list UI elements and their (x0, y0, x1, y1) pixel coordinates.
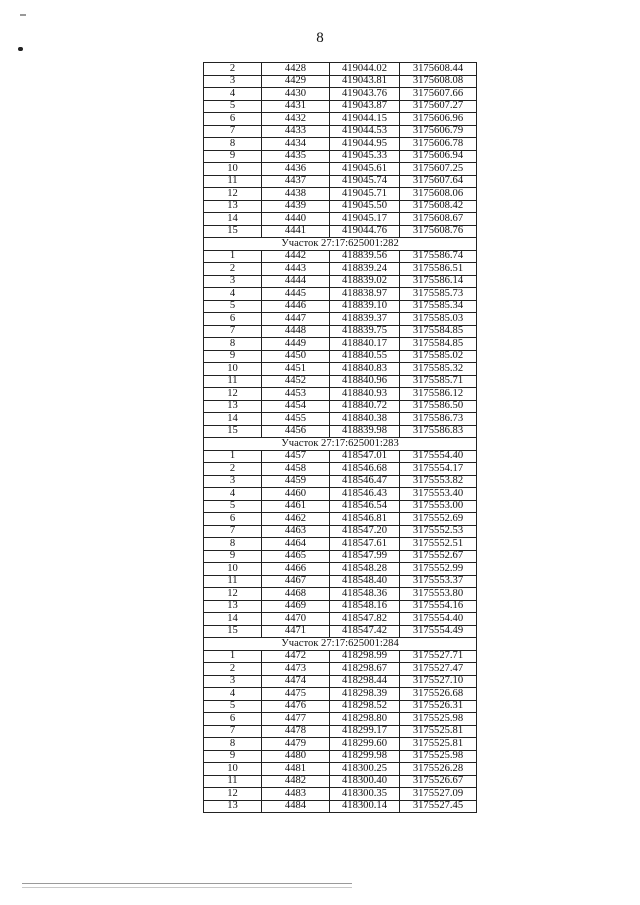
point-number-cell: 4457 (262, 450, 330, 463)
y-coordinate-cell: 3175606.78 (400, 138, 477, 151)
x-coordinate-cell: 418840.38 (330, 413, 400, 426)
y-coordinate-cell: 3175526.31 (400, 700, 477, 713)
y-coordinate-cell: 3175525.98 (400, 713, 477, 726)
table-row (204, 88, 477, 101)
point-number-cell: 4477 (262, 713, 330, 726)
point-index-cell: 12 (204, 788, 262, 801)
x-coordinate-cell: 419043.76 (330, 88, 400, 101)
y-coordinate-cell: 3175525.81 (400, 738, 477, 751)
point-number-cell: 4471 (262, 625, 330, 638)
point-index-cell: 10 (204, 563, 262, 576)
table-row (204, 413, 477, 426)
table-row (204, 275, 477, 288)
x-coordinate-cell: 418546.47 (330, 475, 400, 488)
point-index-cell: 13 (204, 600, 262, 613)
y-coordinate-cell: 3175585.34 (400, 300, 477, 313)
table-row (204, 775, 477, 788)
table-row (204, 138, 477, 151)
x-coordinate-cell: 418840.96 (330, 375, 400, 388)
table-row (204, 688, 477, 701)
x-coordinate-cell: 418299.17 (330, 725, 400, 738)
y-coordinate-cell: 3175526.68 (400, 688, 477, 701)
y-coordinate-cell: 3175607.64 (400, 175, 477, 188)
point-index-cell: 7 (204, 125, 262, 138)
point-number-cell: 4475 (262, 688, 330, 701)
point-number-cell: 4454 (262, 400, 330, 413)
y-coordinate-cell: 3175606.96 (400, 113, 477, 126)
point-number-cell: 4476 (262, 700, 330, 713)
y-coordinate-cell: 3175585.71 (400, 375, 477, 388)
x-coordinate-cell: 418546.68 (330, 463, 400, 476)
y-coordinate-cell: 3175586.83 (400, 425, 477, 438)
point-index-cell: 3 (204, 275, 262, 288)
coordinates-table (203, 62, 477, 813)
table-row (204, 550, 477, 563)
point-number-cell: 4449 (262, 338, 330, 351)
footer-rule-secondary (22, 887, 352, 888)
table-row (204, 750, 477, 763)
point-number-cell: 4455 (262, 413, 330, 426)
y-coordinate-cell: 3175606.79 (400, 125, 477, 138)
x-coordinate-cell: 418546.43 (330, 488, 400, 501)
point-number-cell: 4443 (262, 263, 330, 276)
x-coordinate-cell: 418839.56 (330, 250, 400, 263)
x-coordinate-cell: 419044.95 (330, 138, 400, 151)
table-row (204, 400, 477, 413)
table-row (204, 100, 477, 113)
point-index-cell: 3 (204, 675, 262, 688)
table-row (204, 713, 477, 726)
x-coordinate-cell: 418840.55 (330, 350, 400, 363)
point-index-cell: 15 (204, 625, 262, 638)
point-number-cell: 4483 (262, 788, 330, 801)
point-number-cell: 4474 (262, 675, 330, 688)
point-number-cell: 4431 (262, 100, 330, 113)
table-row (204, 650, 477, 663)
table-row (204, 163, 477, 176)
point-number-cell: 4446 (262, 300, 330, 313)
point-number-cell: 4482 (262, 775, 330, 788)
x-coordinate-cell: 418547.20 (330, 525, 400, 538)
x-coordinate-cell: 418840.93 (330, 388, 400, 401)
x-coordinate-cell: 418547.42 (330, 625, 400, 638)
point-index-cell: 14 (204, 413, 262, 426)
point-number-cell: 4460 (262, 488, 330, 501)
y-coordinate-cell: 3175586.73 (400, 413, 477, 426)
point-number-cell: 4433 (262, 125, 330, 138)
x-coordinate-cell: 419045.74 (330, 175, 400, 188)
point-number-cell: 4466 (262, 563, 330, 576)
footer-rule (22, 883, 352, 884)
point-number-cell: 4451 (262, 363, 330, 376)
x-coordinate-cell: 418838.97 (330, 288, 400, 301)
point-index-cell: 5 (204, 700, 262, 713)
y-coordinate-cell: 3175585.02 (400, 350, 477, 363)
y-coordinate-cell: 3175606.94 (400, 150, 477, 163)
x-coordinate-cell: 418546.54 (330, 500, 400, 513)
y-coordinate-cell: 3175525.98 (400, 750, 477, 763)
point-number-cell: 4462 (262, 513, 330, 526)
point-index-cell: 8 (204, 338, 262, 351)
point-index-cell: 2 (204, 463, 262, 476)
table-row (204, 288, 477, 301)
y-coordinate-cell: 3175554.16 (400, 600, 477, 613)
point-index-cell: 12 (204, 188, 262, 201)
table-row (204, 763, 477, 776)
table-row (204, 338, 477, 351)
y-coordinate-cell: 3175586.14 (400, 275, 477, 288)
point-number-cell: 4429 (262, 75, 330, 88)
point-number-cell: 4438 (262, 188, 330, 201)
point-number-cell: 4441 (262, 225, 330, 238)
point-index-cell: 1 (204, 250, 262, 263)
point-index-cell: 5 (204, 100, 262, 113)
x-coordinate-cell: 419043.87 (330, 100, 400, 113)
point-index-cell: 10 (204, 163, 262, 176)
table-row (204, 738, 477, 751)
point-index-cell: 4 (204, 688, 262, 701)
y-coordinate-cell: 3175527.09 (400, 788, 477, 801)
x-coordinate-cell: 418839.98 (330, 425, 400, 438)
table-row (204, 613, 477, 626)
point-index-cell: 8 (204, 538, 262, 551)
x-coordinate-cell: 418839.10 (330, 300, 400, 313)
point-index-cell: 7 (204, 525, 262, 538)
point-index-cell: 2 (204, 63, 262, 76)
x-coordinate-cell: 418299.60 (330, 738, 400, 751)
section-header-row (204, 438, 477, 451)
x-coordinate-cell: 418548.16 (330, 600, 400, 613)
y-coordinate-cell: 3175586.12 (400, 388, 477, 401)
point-index-cell: 10 (204, 363, 262, 376)
x-coordinate-cell: 418547.99 (330, 550, 400, 563)
point-number-cell: 4452 (262, 375, 330, 388)
section-header-row (204, 238, 477, 251)
y-coordinate-cell: 3175586.74 (400, 250, 477, 263)
point-index-cell: 4 (204, 488, 262, 501)
scan-dot (18, 47, 23, 51)
point-number-cell: 4447 (262, 313, 330, 326)
point-index-cell: 12 (204, 388, 262, 401)
point-index-cell: 11 (204, 575, 262, 588)
point-index-cell: 9 (204, 550, 262, 563)
table-row (204, 388, 477, 401)
point-number-cell: 4464 (262, 538, 330, 551)
y-coordinate-cell: 3175527.45 (400, 800, 477, 813)
y-coordinate-cell: 3175585.32 (400, 363, 477, 376)
x-coordinate-cell: 418840.83 (330, 363, 400, 376)
point-index-cell: 7 (204, 725, 262, 738)
point-number-cell: 4480 (262, 750, 330, 763)
point-number-cell: 4436 (262, 163, 330, 176)
y-coordinate-cell: 3175554.40 (400, 613, 477, 626)
table-row (204, 113, 477, 126)
y-coordinate-cell: 3175553.82 (400, 475, 477, 488)
table-row (204, 63, 477, 76)
table-row (204, 788, 477, 801)
table-row (204, 600, 477, 613)
table-row (204, 663, 477, 676)
x-coordinate-cell: 419045.33 (330, 150, 400, 163)
point-index-cell: 5 (204, 500, 262, 513)
y-coordinate-cell: 3175526.67 (400, 775, 477, 788)
table-row (204, 525, 477, 538)
x-coordinate-cell: 418547.61 (330, 538, 400, 551)
point-number-cell: 4434 (262, 138, 330, 151)
table-row (204, 325, 477, 338)
point-number-cell: 4439 (262, 200, 330, 213)
table-row (204, 475, 477, 488)
point-number-cell: 4479 (262, 738, 330, 751)
x-coordinate-cell: 418548.36 (330, 588, 400, 601)
point-number-cell: 4481 (262, 763, 330, 776)
x-coordinate-cell: 418546.81 (330, 513, 400, 526)
x-coordinate-cell: 418299.98 (330, 750, 400, 763)
point-number-cell: 4444 (262, 275, 330, 288)
y-coordinate-cell: 3175586.50 (400, 400, 477, 413)
point-index-cell: 5 (204, 300, 262, 313)
table-row (204, 300, 477, 313)
y-coordinate-cell: 3175586.51 (400, 263, 477, 276)
point-index-cell: 8 (204, 138, 262, 151)
point-index-cell: 15 (204, 225, 262, 238)
x-coordinate-cell: 418298.39 (330, 688, 400, 701)
x-coordinate-cell: 418298.44 (330, 675, 400, 688)
point-number-cell: 4468 (262, 588, 330, 601)
table-row (204, 213, 477, 226)
x-coordinate-cell: 418840.72 (330, 400, 400, 413)
y-coordinate-cell: 3175607.66 (400, 88, 477, 101)
y-coordinate-cell: 3175525.81 (400, 725, 477, 738)
x-coordinate-cell: 419043.81 (330, 75, 400, 88)
x-coordinate-cell: 418300.35 (330, 788, 400, 801)
point-index-cell: 6 (204, 713, 262, 726)
point-index-cell: 6 (204, 113, 262, 126)
point-number-cell: 4440 (262, 213, 330, 226)
point-index-cell: 1 (204, 650, 262, 663)
table-row (204, 313, 477, 326)
table-row (204, 375, 477, 388)
x-coordinate-cell: 418547.82 (330, 613, 400, 626)
y-coordinate-cell: 3175553.00 (400, 500, 477, 513)
y-coordinate-cell: 3175554.40 (400, 450, 477, 463)
point-index-cell: 11 (204, 375, 262, 388)
point-index-cell: 9 (204, 750, 262, 763)
y-coordinate-cell: 3175608.42 (400, 200, 477, 213)
point-number-cell: 4430 (262, 88, 330, 101)
table-row (204, 800, 477, 813)
point-index-cell: 6 (204, 313, 262, 326)
page-number: 8 (316, 30, 324, 46)
section-header-row (204, 638, 477, 651)
point-number-cell: 4470 (262, 613, 330, 626)
y-coordinate-cell: 3175608.76 (400, 225, 477, 238)
table-row (204, 500, 477, 513)
x-coordinate-cell: 419045.17 (330, 213, 400, 226)
x-coordinate-cell: 419045.50 (330, 200, 400, 213)
point-number-cell: 4445 (262, 288, 330, 301)
y-coordinate-cell: 3175584.85 (400, 338, 477, 351)
y-coordinate-cell: 3175607.27 (400, 100, 477, 113)
y-coordinate-cell: 3175608.44 (400, 63, 477, 76)
y-coordinate-cell: 3175553.80 (400, 588, 477, 601)
y-coordinate-cell: 3175553.40 (400, 488, 477, 501)
y-coordinate-cell: 3175554.49 (400, 625, 477, 638)
x-coordinate-cell: 418839.75 (330, 325, 400, 338)
point-number-cell: 4437 (262, 175, 330, 188)
table-row (204, 725, 477, 738)
point-number-cell: 4459 (262, 475, 330, 488)
y-coordinate-cell: 3175552.51 (400, 538, 477, 551)
y-coordinate-cell: 3175608.06 (400, 188, 477, 201)
point-number-cell: 4448 (262, 325, 330, 338)
y-coordinate-cell: 3175552.67 (400, 550, 477, 563)
x-coordinate-cell: 418839.24 (330, 263, 400, 276)
section-title: Участок 27:17:625001:284 (204, 638, 477, 651)
point-index-cell: 2 (204, 263, 262, 276)
point-number-cell: 4463 (262, 525, 330, 538)
y-coordinate-cell: 3175584.85 (400, 325, 477, 338)
y-coordinate-cell: 3175607.25 (400, 163, 477, 176)
table-row (204, 125, 477, 138)
y-coordinate-cell: 3175552.53 (400, 525, 477, 538)
table-row (204, 463, 477, 476)
y-coordinate-cell: 3175527.47 (400, 663, 477, 676)
point-index-cell: 4 (204, 88, 262, 101)
point-number-cell: 4478 (262, 725, 330, 738)
point-number-cell: 4472 (262, 650, 330, 663)
table-row (204, 425, 477, 438)
section-title: Участок 27:17:625001:282 (204, 238, 477, 251)
table-row (204, 363, 477, 376)
x-coordinate-cell: 418547.01 (330, 450, 400, 463)
table-row (204, 488, 477, 501)
point-number-cell: 4456 (262, 425, 330, 438)
x-coordinate-cell: 419045.61 (330, 163, 400, 176)
x-coordinate-cell: 418300.40 (330, 775, 400, 788)
x-coordinate-cell: 418548.28 (330, 563, 400, 576)
table-row (204, 188, 477, 201)
point-index-cell: 3 (204, 475, 262, 488)
x-coordinate-cell: 418298.67 (330, 663, 400, 676)
point-index-cell: 6 (204, 513, 262, 526)
y-coordinate-cell: 3175527.10 (400, 675, 477, 688)
point-index-cell: 9 (204, 150, 262, 163)
point-number-cell: 4453 (262, 388, 330, 401)
y-coordinate-cell: 3175526.28 (400, 763, 477, 776)
table-row (204, 588, 477, 601)
table-row (204, 175, 477, 188)
table-row (204, 150, 477, 163)
y-coordinate-cell: 3175608.08 (400, 75, 477, 88)
x-coordinate-cell: 419044.02 (330, 63, 400, 76)
point-index-cell: 14 (204, 613, 262, 626)
point-number-cell: 4469 (262, 600, 330, 613)
table-row (204, 625, 477, 638)
point-number-cell: 4442 (262, 250, 330, 263)
table-row (204, 350, 477, 363)
point-index-cell: 3 (204, 75, 262, 88)
x-coordinate-cell: 418839.37 (330, 313, 400, 326)
point-index-cell: 7 (204, 325, 262, 338)
section-title: Участок 27:17:625001:283 (204, 438, 477, 451)
y-coordinate-cell: 3175552.69 (400, 513, 477, 526)
x-coordinate-cell: 418298.52 (330, 700, 400, 713)
table-row (204, 563, 477, 576)
point-index-cell: 11 (204, 175, 262, 188)
table-row (204, 225, 477, 238)
point-index-cell: 14 (204, 213, 262, 226)
point-number-cell: 4484 (262, 800, 330, 813)
point-index-cell: 13 (204, 400, 262, 413)
x-coordinate-cell: 419044.53 (330, 125, 400, 138)
y-coordinate-cell: 3175553.37 (400, 575, 477, 588)
point-index-cell: 11 (204, 775, 262, 788)
y-coordinate-cell: 3175554.17 (400, 463, 477, 476)
point-number-cell: 4473 (262, 663, 330, 676)
point-number-cell: 4467 (262, 575, 330, 588)
point-index-cell: 15 (204, 425, 262, 438)
point-index-cell: 13 (204, 800, 262, 813)
x-coordinate-cell: 418840.17 (330, 338, 400, 351)
x-coordinate-cell: 419045.71 (330, 188, 400, 201)
table-row (204, 250, 477, 263)
point-number-cell: 4465 (262, 550, 330, 563)
x-coordinate-cell: 419044.15 (330, 113, 400, 126)
coordinates-table-body (204, 63, 477, 813)
table-row (204, 675, 477, 688)
point-number-cell: 4432 (262, 113, 330, 126)
point-index-cell: 12 (204, 588, 262, 601)
x-coordinate-cell: 418548.40 (330, 575, 400, 588)
table-row (204, 450, 477, 463)
table-row (204, 513, 477, 526)
table-row (204, 575, 477, 588)
table-row (204, 538, 477, 551)
point-number-cell: 4450 (262, 350, 330, 363)
point-index-cell: 10 (204, 763, 262, 776)
y-coordinate-cell: 3175527.71 (400, 650, 477, 663)
point-index-cell: 4 (204, 288, 262, 301)
point-index-cell: 8 (204, 738, 262, 751)
x-coordinate-cell: 418298.80 (330, 713, 400, 726)
table-row (204, 75, 477, 88)
point-number-cell: 4428 (262, 63, 330, 76)
point-index-cell: 1 (204, 450, 262, 463)
y-coordinate-cell: 3175608.67 (400, 213, 477, 226)
point-index-cell: 2 (204, 663, 262, 676)
point-number-cell: 4458 (262, 463, 330, 476)
x-coordinate-cell: 418300.25 (330, 763, 400, 776)
point-number-cell: 4435 (262, 150, 330, 163)
point-number-cell: 4461 (262, 500, 330, 513)
table-row (204, 263, 477, 276)
y-coordinate-cell: 3175585.73 (400, 288, 477, 301)
point-index-cell: 13 (204, 200, 262, 213)
x-coordinate-cell: 418298.99 (330, 650, 400, 663)
x-coordinate-cell: 418300.14 (330, 800, 400, 813)
x-coordinate-cell: 419044.76 (330, 225, 400, 238)
table-row (204, 200, 477, 213)
table-row (204, 700, 477, 713)
scan-mark (20, 14, 26, 16)
x-coordinate-cell: 418839.02 (330, 275, 400, 288)
y-coordinate-cell: 3175552.99 (400, 563, 477, 576)
point-index-cell: 9 (204, 350, 262, 363)
y-coordinate-cell: 3175585.03 (400, 313, 477, 326)
